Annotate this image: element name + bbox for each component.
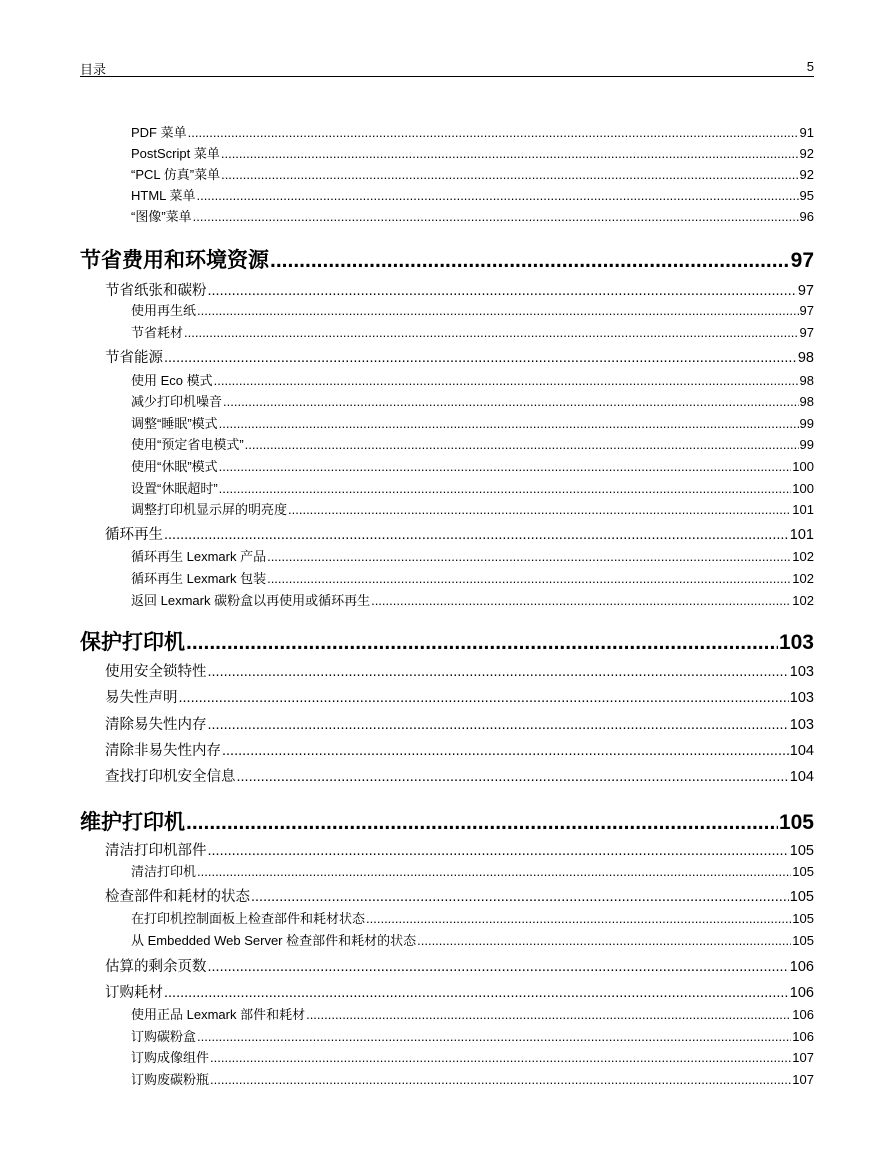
dot-leader (164, 527, 789, 543)
dot-leader (219, 459, 792, 474)
toc-section[interactable] (105, 346, 814, 366)
dot-leader (208, 664, 789, 680)
toc-chapter[interactable] (80, 626, 814, 652)
dot-leader (208, 717, 789, 733)
toc-subsection[interactable] (131, 413, 814, 431)
dot-leader (179, 690, 789, 706)
toc-subsection[interactable] (131, 164, 814, 182)
toc-entry-label: 保护打印机 (80, 631, 185, 652)
toc-subsection[interactable] (131, 590, 814, 608)
toc-entry-label: 使用再生纸 (131, 303, 197, 318)
toc-section[interactable] (105, 739, 814, 759)
toc-entry-label: 循环再生 Lexmark 包装 (131, 571, 267, 586)
toc-section[interactable] (105, 839, 814, 859)
toc-entry-label: 订购废碳粉瓶 (131, 1072, 210, 1087)
toc-entry-page: 104 (789, 743, 814, 759)
toc-section[interactable] (105, 523, 814, 543)
toc-entry-page: 92 (799, 167, 814, 182)
toc-entry-page: 103 (778, 631, 814, 652)
dot-leader (371, 593, 791, 608)
toc-entry-page: 100 (792, 481, 814, 496)
dot-leader (188, 125, 799, 140)
toc-subsection[interactable] (131, 391, 814, 409)
dot-leader (237, 769, 789, 785)
toc-entry-page: 99 (799, 416, 814, 431)
dot-leader (210, 1072, 791, 1087)
toc-entry-label: 易失性声明 (105, 690, 178, 706)
dot-leader (221, 146, 799, 161)
toc-entry-label: 订购耗材 (105, 985, 163, 1001)
toc-subsection[interactable] (131, 185, 814, 203)
dot-leader (197, 188, 799, 203)
toc-entry-page: 98 (799, 373, 814, 388)
dot-leader (251, 889, 789, 905)
toc-entry-label: 循环再生 Lexmark 产品 (131, 549, 267, 564)
toc-entry-page: 105 (792, 911, 814, 926)
toc-entry-label: 使用“休眠”模式 (131, 459, 218, 474)
toc-subsection[interactable] (131, 143, 814, 161)
dot-leader (288, 502, 791, 517)
toc-entry-page: 106 (789, 959, 814, 975)
dot-leader (267, 571, 791, 586)
toc-subsection[interactable] (131, 300, 814, 318)
toc-entry-page: 101 (789, 527, 814, 543)
toc-subsection[interactable] (131, 1026, 814, 1044)
toc-entry-page: 106 (789, 985, 814, 1001)
dot-leader (214, 373, 799, 388)
dot-leader (270, 249, 790, 270)
toc-entry-label: 使用正品 Lexmark 部件和耗材 (131, 1007, 306, 1022)
toc-entry-label: 节省耗材 (131, 325, 184, 340)
toc-entry-page: 92 (799, 146, 814, 161)
toc-entry-page: 103 (789, 717, 814, 733)
dot-leader (208, 959, 789, 975)
toc-entry-label: 估算的剩余页数 (105, 959, 207, 975)
toc-section[interactable] (105, 660, 814, 680)
toc-subsection[interactable] (131, 478, 814, 496)
dot-leader (366, 911, 791, 926)
toc-entry-page: 97 (790, 249, 814, 270)
toc-entry-page: 103 (789, 690, 814, 706)
toc-subsection[interactable] (131, 456, 814, 474)
toc-entry-label: 使用安全锁特性 (105, 664, 207, 680)
toc-chapter[interactable] (80, 244, 814, 270)
toc-entry-page: 97 (799, 325, 814, 340)
toc-entry-label: 清洁打印机部件 (105, 843, 207, 859)
toc-entry-page: 103 (789, 664, 814, 680)
toc-subsection[interactable] (131, 930, 814, 948)
toc-entry-page: 105 (792, 933, 814, 948)
toc-entry-label: 调整“睡眠”模式 (131, 416, 218, 431)
header-page-number: 5 (806, 59, 814, 74)
toc-subsection[interactable] (131, 1047, 814, 1065)
dot-leader (223, 394, 799, 409)
dot-leader (184, 325, 799, 340)
toc-entry-label: 检查部件和耗材的状态 (105, 889, 250, 905)
toc-entry-label: 订购碳粉盒 (131, 1029, 197, 1044)
toc-entry-page: 102 (792, 549, 814, 564)
dot-leader (208, 283, 797, 299)
toc-entry-label: 使用“预定省电模式” (131, 437, 244, 452)
page-header (80, 58, 814, 77)
dot-leader (197, 303, 799, 318)
toc-entry-page: 97 (797, 283, 814, 299)
dot-leader (267, 549, 791, 564)
toc-section[interactable] (105, 765, 814, 785)
toc-subsection[interactable] (131, 861, 814, 879)
dot-leader (219, 481, 792, 496)
toc-entry-page: 102 (792, 593, 814, 608)
toc-subsection[interactable] (131, 568, 814, 586)
toc-entry-label: 减少打印机噪音 (131, 394, 223, 409)
toc-entry-label: 查找打印机安全信息 (105, 769, 236, 785)
dot-leader (197, 1029, 791, 1044)
dot-leader (164, 350, 797, 366)
toc-subsection[interactable] (131, 122, 814, 140)
toc-chapter[interactable] (80, 806, 814, 832)
toc-entry-page: 97 (799, 303, 814, 318)
toc-section[interactable] (105, 279, 814, 299)
dot-leader (219, 416, 799, 431)
toc-subsection[interactable] (131, 908, 814, 926)
dot-leader (208, 843, 789, 859)
toc-entry-page: 105 (789, 889, 814, 905)
dot-leader (186, 811, 778, 832)
toc-entry-label: 调整打印机显示屏的明亮度 (131, 502, 288, 517)
dot-leader (164, 985, 789, 1001)
dot-leader (221, 167, 798, 182)
toc-entry-label: 订购成像组件 (131, 1050, 210, 1065)
toc-entry-label: 返回 Lexmark 碳粉盒以再使用或循环再生 (131, 593, 371, 608)
toc-entry-label: “图像”菜单 (131, 209, 192, 224)
dot-leader (197, 864, 791, 879)
toc-subsection[interactable] (131, 206, 814, 224)
toc-entry-page: 99 (799, 437, 814, 452)
dot-leader (417, 933, 791, 948)
toc-entry-label: “PCL 仿真”菜单 (131, 167, 221, 182)
toc-section[interactable] (105, 713, 814, 733)
toc-subsection[interactable] (131, 370, 814, 388)
toc-entry-page: 105 (789, 843, 814, 859)
toc-entry-page: 107 (792, 1050, 814, 1065)
toc-subsection[interactable] (131, 322, 814, 340)
dot-leader (186, 631, 778, 652)
toc-entry-page: 91 (799, 125, 814, 140)
toc-section[interactable] (105, 885, 814, 905)
dot-leader (210, 1050, 791, 1065)
toc-entry-page: 106 (792, 1007, 814, 1022)
toc-entry-label: 节省费用和环境资源 (80, 249, 269, 270)
toc-entry-label: 使用 Eco 模式 (131, 373, 213, 388)
toc-section[interactable] (105, 981, 814, 1001)
toc-subsection[interactable] (131, 1069, 814, 1087)
toc-entry-page: 101 (792, 502, 814, 517)
toc-section[interactable] (105, 686, 814, 706)
toc-entry-label: 清洁打印机 (131, 864, 197, 879)
toc-entry-page: 95 (799, 188, 814, 203)
toc-entry-label: 清除非易失性内存 (105, 743, 221, 759)
toc-entry-page: 96 (799, 209, 814, 224)
toc-subsection[interactable] (131, 434, 814, 452)
toc-entry-page: 105 (778, 811, 814, 832)
toc-entry-page: 102 (792, 571, 814, 586)
toc-entry-page: 105 (792, 864, 814, 879)
toc-entry-label: 节省纸张和碳粉 (105, 283, 207, 299)
dot-leader (222, 743, 789, 759)
toc-entry-label: 从 Embedded Web Server 检查部件和耗材的状态 (131, 933, 417, 948)
toc-entry-label: 维护打印机 (80, 811, 185, 832)
toc-subsection[interactable] (131, 1004, 814, 1022)
dot-leader (306, 1007, 791, 1022)
toc-entry-page: 98 (797, 350, 814, 366)
dot-leader (193, 209, 799, 224)
toc-entry-label: 设置“休眠超时” (131, 481, 218, 496)
toc-entry-page: 107 (792, 1072, 814, 1087)
toc-section[interactable] (105, 955, 814, 975)
dot-leader (245, 437, 799, 452)
toc-entry-label: 清除易失性内存 (105, 717, 207, 733)
toc-subsection[interactable] (131, 546, 814, 564)
toc-entry-page: 104 (789, 769, 814, 785)
toc-entry-page: 106 (792, 1029, 814, 1044)
toc-entry-label: 在打印机控制面板上检查部件和耗材状态 (131, 911, 366, 926)
toc-entry-label: HTML 菜单 (131, 188, 196, 203)
header-title: 目录 (80, 62, 107, 77)
toc-entry-label: 节省能源 (105, 350, 163, 366)
toc-entry-label: PDF 菜单 (131, 125, 187, 140)
toc-entry-label: 循环再生 (105, 527, 163, 543)
toc-entry-page: 100 (792, 459, 814, 474)
toc-entry-label: PostScript 菜单 (131, 146, 220, 161)
toc-entry-page: 98 (799, 394, 814, 409)
toc-subsection[interactable] (131, 499, 814, 517)
